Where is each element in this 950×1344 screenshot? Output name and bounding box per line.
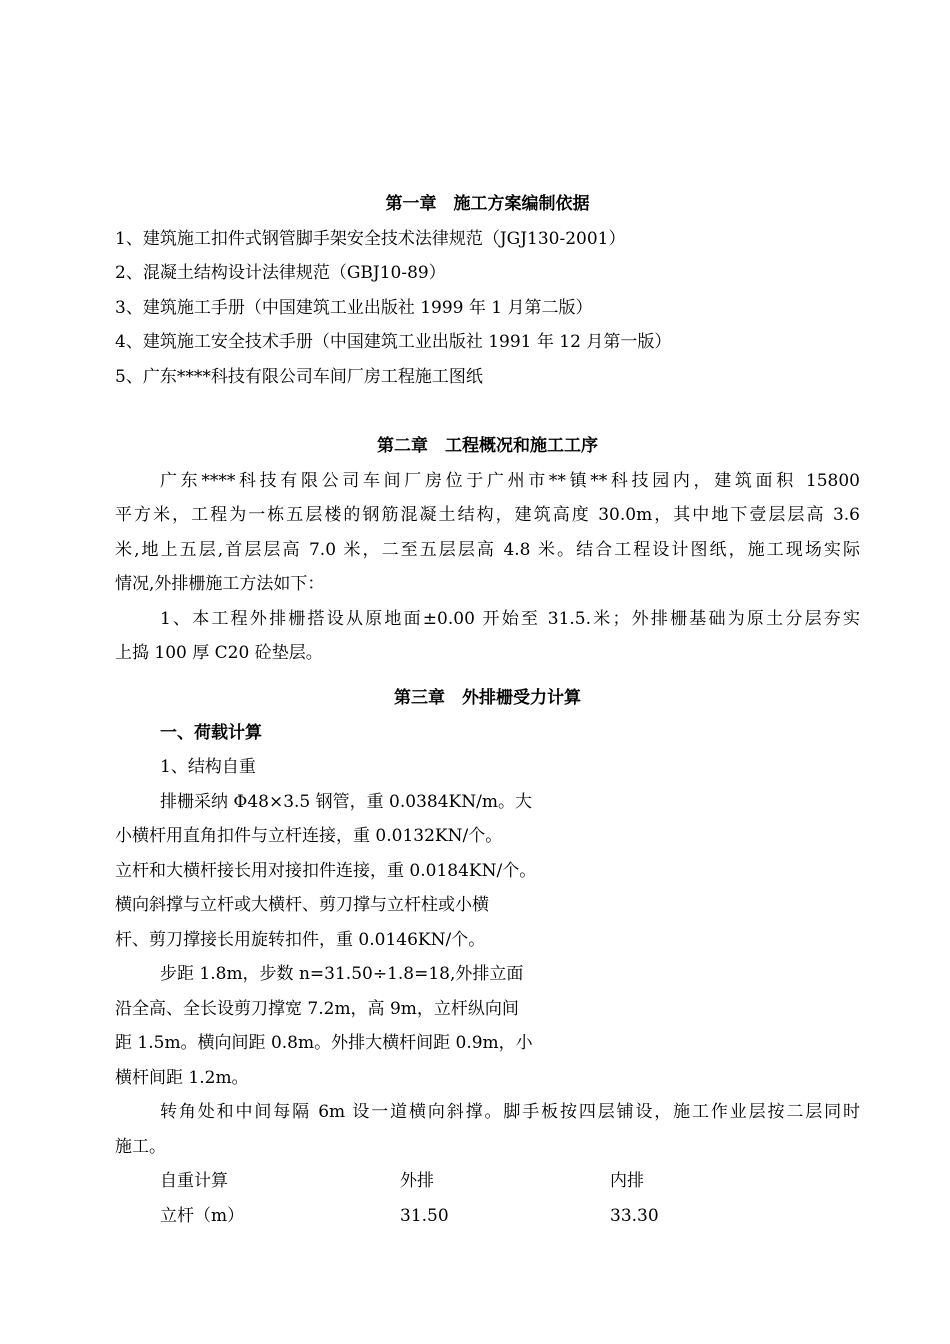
reference-item: 2、混凝土结构设计法律规范（GBJ10-89） — [115, 263, 446, 283]
self-weight-paragraph — [115, 785, 555, 958]
overview-line: 平方米，工程为一栋五层楼的钢筋混凝土结构，建筑高度 30.0m，其中地下壹层层高 3.6 — [115, 505, 860, 525]
table-cell: 立杆（m） — [160, 1205, 245, 1226]
table-header-cell: 外排 — [400, 1171, 434, 1191]
text-line: 横向斜撑与立杆或大横杆、剪刀撑与立杆柱或小横 — [115, 895, 489, 915]
chapter-1 — [115, 187, 860, 394]
table-row — [115, 1199, 860, 1234]
reference-item: 4、建筑施工安全技术手册（中国建筑工业出版社 1991 年 12 月第一版） — [115, 332, 672, 352]
text-line: 排栅采纳 Φ48×3.5 钢管，重 0.0384KN/m。大 — [160, 791, 532, 812]
weight-table-header — [115, 1164, 860, 1199]
table-cell: 31.50 — [400, 1205, 449, 1226]
chapter-1-title: 第一章 施工方案编制依据 — [385, 194, 590, 214]
overview-line: 广东****科技有限公司车间厂房位于广州市**镇**科技园内，建筑面积 15800 — [160, 470, 860, 491]
reference-item: 3、建筑施工手册（中国建筑工业出版社 1999 年 1 月第二版） — [115, 297, 593, 318]
method-line: 上捣 100 厚 C20 砼垫层。 — [115, 643, 323, 663]
overview-line: 米,地上五层,首层层高 7.0 米，二至五层层高 4.8 米。结合工程设计图纸，施工现场实际 — [115, 539, 860, 560]
chapter-2-title: 第二章 工程概况和施工工序 — [377, 436, 598, 456]
text-line: 施工。 — [115, 1136, 166, 1157]
step-paragraph — [115, 957, 555, 1095]
table-header-cell: 内排 — [610, 1171, 644, 1191]
chapter-3-title: 第三章 外排栅受力计算 — [394, 688, 581, 708]
text-line: 横杆间距 1.2m。 — [115, 1067, 249, 1088]
reference-item: 1、建筑施工扣件式钢管脚手架安全技术法律规范（JGJ130-2001） — [115, 228, 626, 249]
section-heading: 一、荷载计算 — [160, 722, 262, 743]
text-line: 杆、剪刀撑接长用旋转扣件，重 0.0146KN/个。 — [115, 929, 486, 950]
table-cell: 33.30 — [610, 1205, 659, 1226]
chapter-3 — [115, 681, 860, 1233]
text-line: 立杆和大横杆接长用对接扣件连接，重 0.0184KN/个。 — [115, 860, 537, 881]
text-line: 沿全高、全长设剪刀撑宽 7.2m，高 9m，立杆纵向间 — [115, 998, 519, 1019]
subsection-heading: 1、结构自重 — [160, 757, 256, 777]
overview-line: 情况,外排栅施工方法如下： — [115, 574, 325, 594]
text-line: 转角处和中间每隔 6m 设一道横向斜撑。脚手板按四层铺设，施工作业层按二层同时 — [160, 1102, 860, 1122]
chapter-2 — [115, 429, 860, 671]
reference-item: 5、广东****科技有限公司车间厂房工程施工图纸 — [115, 366, 483, 387]
text-line: 小横杆用直角扣件与立杆连接，重 0.0132KN/个。 — [115, 826, 503, 846]
table-header-cell: 自重计算 — [160, 1171, 228, 1191]
method-line: 1、本工程外排栅搭设从原地面±0.00 开始至 31.5.米；外排栅基础为原土分层夯实 — [160, 608, 860, 629]
text-line: 距 1.5m。横向间距 0.8m。外排大横杆间距 0.9m，小 — [115, 1033, 533, 1053]
text-line: 步距 1.8m，步数 n=31.50÷1.8=18,外排立面 — [160, 964, 524, 984]
